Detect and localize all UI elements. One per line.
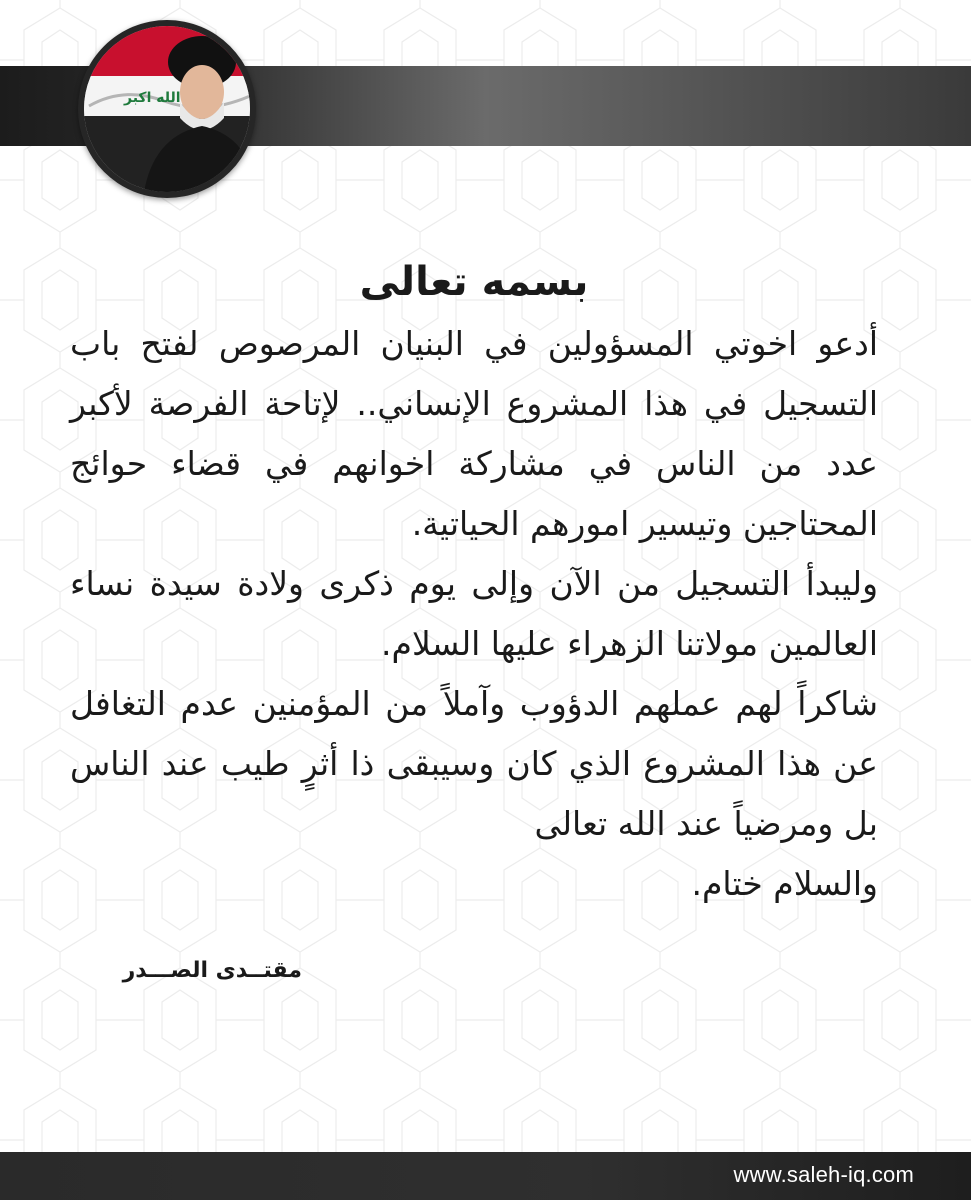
signature: مقتــدى الصـــدر — [122, 958, 302, 983]
statement-paragraph: شاكراً لهم عملهم الدؤوب وآملاً من المؤمنين عدم التغافل عن هذا المشروع الذي كان وسيبقى ذا أثرٍ طيب عند الناس بل ومرضياً عند الله تعالى — [70, 684, 878, 843]
avatar — [78, 20, 256, 198]
person-portrait-icon — [84, 26, 250, 192]
statement-title: بسمه تعالى — [359, 259, 589, 305]
statement-paragraph: والسلام ختام. — [691, 864, 878, 903]
statement-paragraph: أدعو اخوتي المسؤولين في البنيان المرصوص لفتح باب التسجيل في هذا المشروع الإنساني.. لإتاحة الفرصة لأكبر عدد من الناس في مشاركة اخوانهم في قضاء حوائج المحتاجين وتيسير امورهم الحياتية. — [70, 324, 878, 543]
website-link[interactable]: www.saleh-iq.com — [733, 1162, 914, 1187]
flag-text: الله اكبر — [124, 90, 181, 106]
footer-bar — [0, 1152, 971, 1200]
statement-paragraph: وليبدأ التسجيل من الآن وإلى يوم ذكرى ولادة سيدة نساء العالمين مولاتنا الزهراء عليها السلام. — [70, 564, 878, 663]
statement-content — [70, 252, 878, 914]
